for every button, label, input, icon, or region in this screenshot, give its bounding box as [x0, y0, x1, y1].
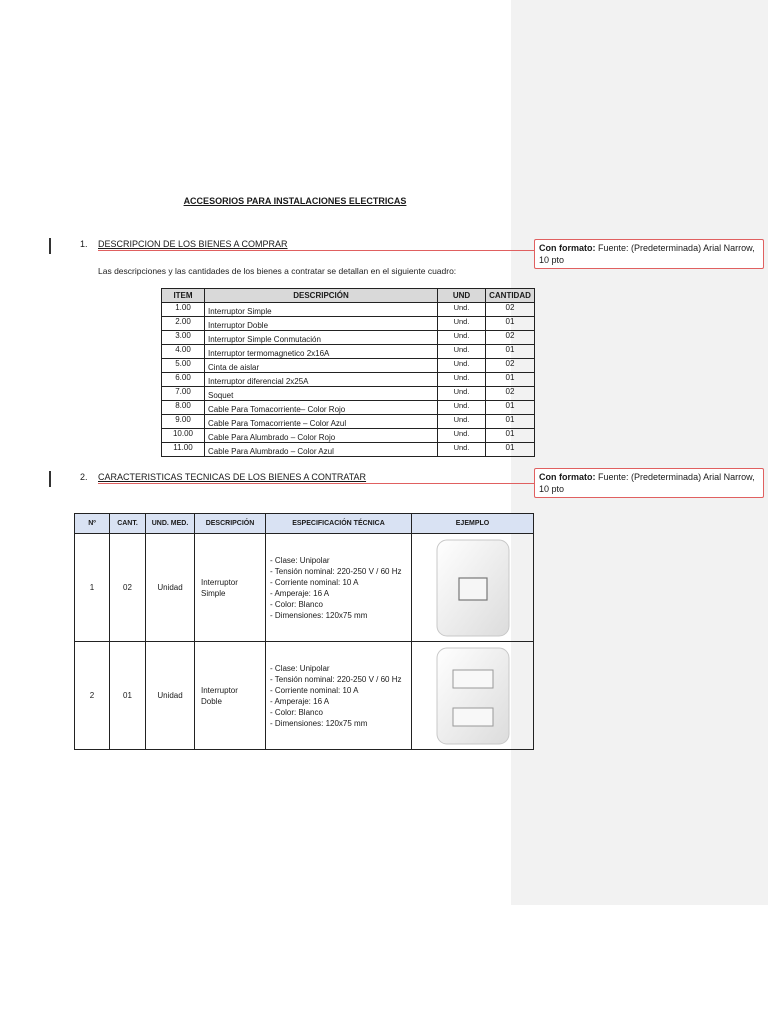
- spec-line: - Clase: Unipolar: [270, 555, 330, 565]
- spec-line: - Amperaje: 16 A: [270, 588, 330, 598]
- table-row: [162, 429, 535, 443]
- table-row: [162, 303, 535, 317]
- description-line: Interruptor: [201, 577, 238, 587]
- cell-description: Interruptor termomagnetico 2x16A: [205, 345, 438, 359]
- cell-item: 10.00: [162, 429, 205, 443]
- cell-item: 6.00: [162, 373, 205, 387]
- cell-unit: Und.: [438, 331, 486, 345]
- change-bar: [49, 471, 51, 487]
- column-header-number: Nº: [75, 514, 110, 534]
- description-line: Simple: [201, 588, 226, 598]
- table-row: [75, 642, 534, 750]
- comment-label: Con formato:: [539, 472, 596, 482]
- column-header-description: DESCRIPCIÓN: [205, 289, 438, 303]
- cell-description: [195, 642, 266, 750]
- cell-unit: Und.: [438, 317, 486, 331]
- table-row: [162, 443, 535, 457]
- section-1-number: 1.: [80, 239, 88, 249]
- cell-quantity: 02: [486, 359, 535, 373]
- single-switch-icon: [433, 538, 513, 638]
- table-row: [162, 415, 535, 429]
- spec-line: - Corriente nominal: 10 A: [270, 577, 359, 587]
- cell-spec: [266, 534, 412, 642]
- change-bar: [49, 238, 51, 254]
- column-header-description: DESCRIPCIÓN: [195, 514, 266, 534]
- spec-line: - Color: Blanco: [270, 707, 323, 717]
- specs-table: [74, 513, 534, 750]
- cell-description: Cable Para Tomacorriente– Color Rojo: [205, 401, 438, 415]
- cell-description: Interruptor diferencial 2x25A: [205, 373, 438, 387]
- cell-item: 11.00: [162, 443, 205, 457]
- column-header-unit: UND: [438, 289, 486, 303]
- cell-quantity: 01: [486, 415, 535, 429]
- cell-description: Cinta de aislar: [205, 359, 438, 373]
- cell-quantity: 01: [486, 401, 535, 415]
- format-comment-2[interactable]: [534, 468, 764, 498]
- cell-unit: Und.: [438, 387, 486, 401]
- cell-number: 1: [75, 534, 110, 642]
- cell-description: Cable Para Alumbrado – Color Rojo: [205, 429, 438, 443]
- cell-quantity: 02: [486, 303, 535, 317]
- spec-line: - Dimensiones: 120x75 mm: [270, 610, 368, 620]
- cell-unit: Und.: [438, 429, 486, 443]
- section-1-title[interactable]: DESCRIPCION DE LOS BIENES A COMPRAR: [98, 239, 288, 249]
- description-line: Doble: [201, 696, 222, 706]
- cell-example: [412, 534, 534, 642]
- cell-item: 1.00: [162, 303, 205, 317]
- cell-description: [195, 534, 266, 642]
- cell-quantity: 02: [486, 331, 535, 345]
- cell-spec: [266, 642, 412, 750]
- column-header-item: ITEM: [162, 289, 205, 303]
- cell-item: 5.00: [162, 359, 205, 373]
- cell-quantity: 01: [486, 317, 535, 331]
- table-row: [162, 331, 535, 345]
- description-line: Interruptor: [201, 685, 238, 695]
- table-row: [162, 401, 535, 415]
- section-2-number: 2.: [80, 472, 88, 482]
- column-header-example: EJEMPLO: [412, 514, 534, 534]
- cell-unit: Und.: [438, 303, 486, 317]
- cell-quantity: 02: [110, 534, 146, 642]
- comment-connector: [98, 483, 534, 484]
- column-header-spec: ESPECIFICACIÓN TÉCNICA: [266, 514, 412, 534]
- cell-item: 2.00: [162, 317, 205, 331]
- spec-line: - Clase: Unipolar: [270, 663, 330, 673]
- comment-text: Fuente: (Predeterminada) Arial Narrow, 10 pto: [539, 472, 755, 494]
- column-header-quantity: CANT.: [110, 514, 146, 534]
- section-2-heading: [80, 472, 366, 482]
- document-title: ACCESORIOS PARA INSTALACIONES ELECTRICAS: [183, 196, 407, 206]
- cell-description: Interruptor Simple: [205, 303, 438, 317]
- cell-quantity: 01: [110, 642, 146, 750]
- cell-description: Cable Para Tomacorriente – Color Azul: [205, 415, 438, 429]
- cell-unit: Und.: [438, 415, 486, 429]
- spec-line: - Amperaje: 16 A: [270, 696, 330, 706]
- cell-unit: Unidad: [146, 534, 195, 642]
- cell-description: Cable Para Alumbrado – Color Azul: [205, 443, 438, 457]
- cell-item: 8.00: [162, 401, 205, 415]
- cell-example: [412, 642, 534, 750]
- cell-description: Interruptor Doble: [205, 317, 438, 331]
- cell-quantity: 01: [486, 443, 535, 457]
- table-header-row: [75, 514, 534, 534]
- spec-line: - Corriente nominal: 10 A: [270, 685, 359, 695]
- items-table: [161, 288, 535, 457]
- cell-unit: Und.: [438, 373, 486, 387]
- cell-item: 7.00: [162, 387, 205, 401]
- double-switch-icon: [433, 646, 513, 746]
- cell-quantity: 02: [486, 387, 535, 401]
- column-header-unit: UND. MED.: [146, 514, 195, 534]
- cell-unit: Und.: [438, 359, 486, 373]
- comment-pane: [511, 0, 768, 905]
- cell-unit: Und.: [438, 345, 486, 359]
- table-row: [75, 534, 534, 642]
- table-row: [162, 387, 535, 401]
- table-row: [162, 373, 535, 387]
- cell-quantity: 01: [486, 429, 535, 443]
- cell-description: Soquet: [205, 387, 438, 401]
- spec-line: - Dimensiones: 120x75 mm: [270, 718, 368, 728]
- comment-connector: [98, 250, 360, 251]
- comment-connector: [360, 250, 534, 251]
- cell-quantity: 01: [486, 345, 535, 359]
- cell-item: 3.00: [162, 331, 205, 345]
- spec-line: - Tensión nominal: 220-250 V / 60 Hz: [270, 566, 402, 576]
- cell-item: 4.00: [162, 345, 205, 359]
- spec-line: - Color: Blanco: [270, 599, 323, 609]
- table-row: [162, 345, 535, 359]
- section-1-heading: [80, 239, 288, 249]
- cell-quantity: 01: [486, 373, 535, 387]
- cell-item: 9.00: [162, 415, 205, 429]
- section-1-intro: Las descripciones y las cantidades de los bienes a contratar se detallan en el siguiente cuadro:: [98, 266, 457, 276]
- section-2-title[interactable]: CARACTERISTICAS TECNICAS DE LOS BIENES A CONTRATAR: [98, 472, 367, 482]
- cell-unit: Und.: [438, 443, 486, 457]
- table-header-row: [162, 289, 535, 303]
- cell-description: Interruptor Simple Conmutación: [205, 331, 438, 345]
- table-row: [162, 317, 535, 331]
- spec-line: - Tensión nominal: 220-250 V / 60 Hz: [270, 674, 402, 684]
- format-comment-1[interactable]: [534, 239, 764, 269]
- comment-label: Con formato:: [539, 243, 596, 253]
- cell-number: 2: [75, 642, 110, 750]
- table-row: [162, 359, 535, 373]
- comment-text: Fuente: (Predeterminada) Arial Narrow, 10 pto: [539, 243, 755, 265]
- cell-unit: Und.: [438, 401, 486, 415]
- column-header-quantity: CANTIDAD: [486, 289, 535, 303]
- cell-unit: Unidad: [146, 642, 195, 750]
